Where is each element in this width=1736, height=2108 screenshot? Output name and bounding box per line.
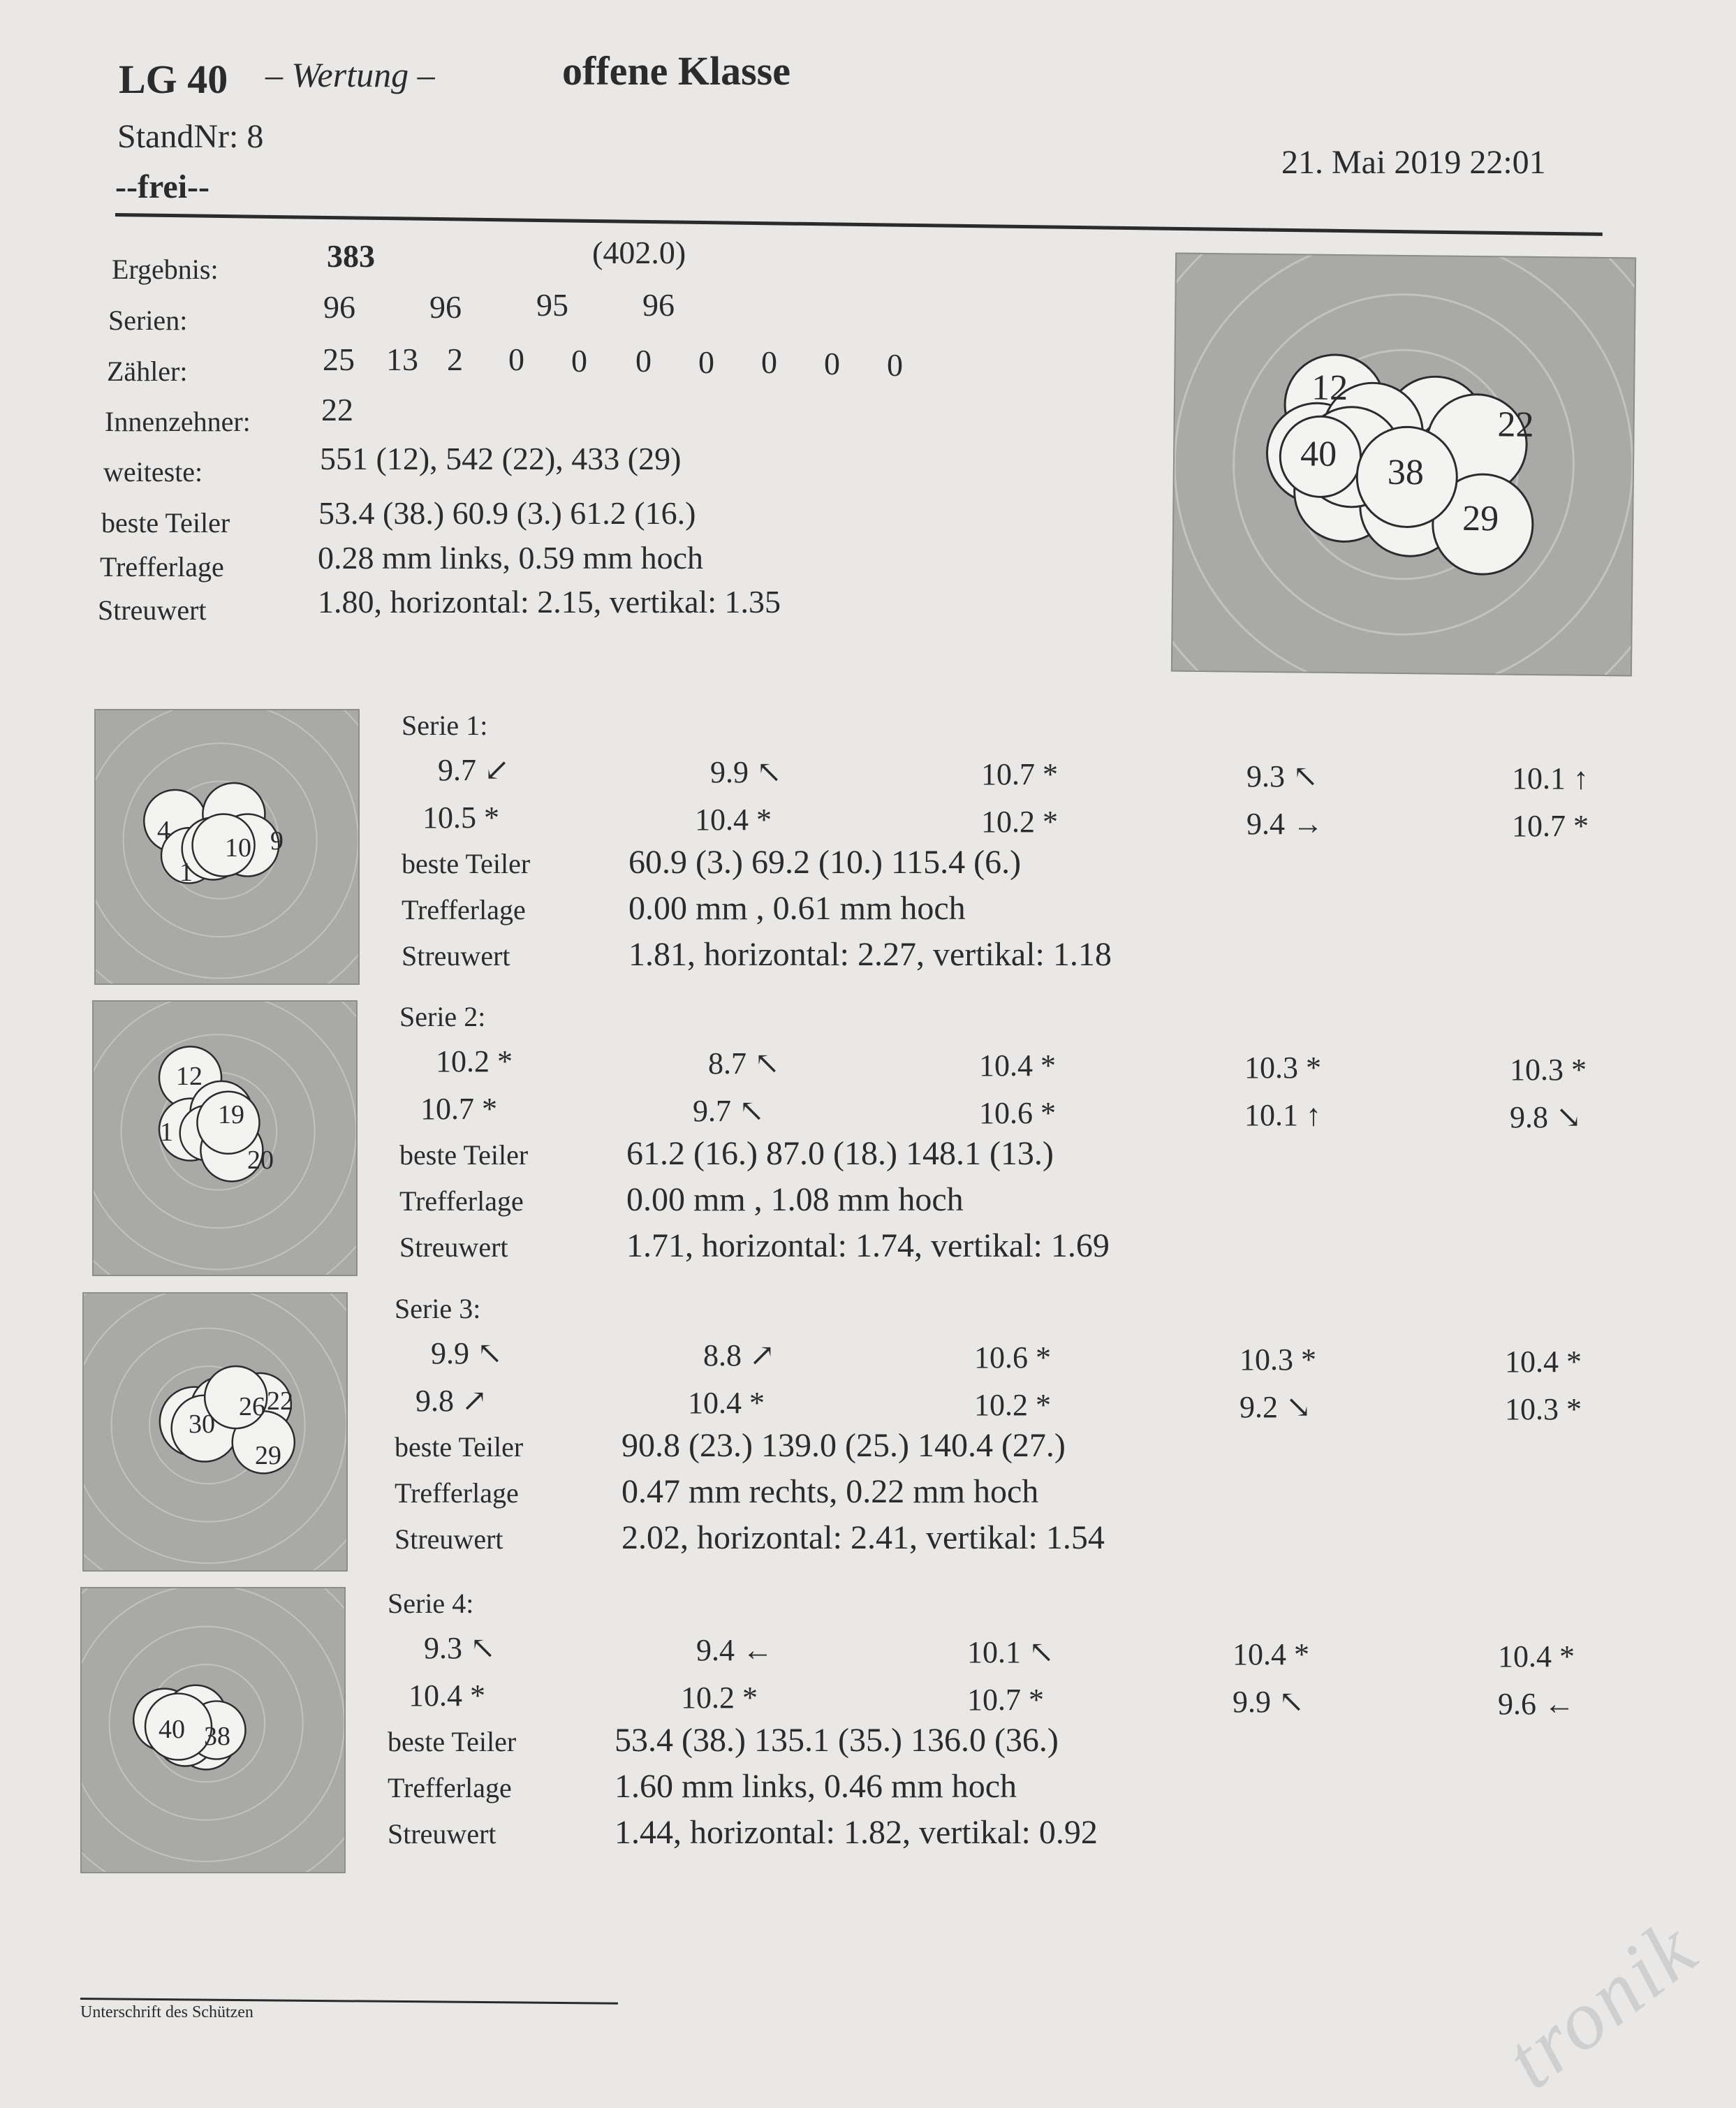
serien-value-2: 96	[429, 289, 462, 325]
serien-value-3: 95	[536, 287, 568, 323]
zaehler-value-2: 13	[386, 342, 418, 377]
shot-value: 9.4 ←	[696, 1633, 773, 1667]
zaehler-value-3: 2	[447, 342, 463, 377]
shot-value: 9.6 ←	[1498, 1687, 1575, 1721]
series-target	[94, 709, 360, 985]
class-code: LG 40	[119, 57, 228, 102]
ergebnis-label: Ergebnis:	[112, 254, 219, 285]
trefferlage-value: 0.47 mm rechts, 0.22 mm hoch	[621, 1473, 1039, 1510]
shot-value: 8.8 ↗	[703, 1338, 775, 1373]
shot-value: 10.3 *	[1240, 1342, 1316, 1377]
shot-value: 10.4 *	[1505, 1345, 1582, 1379]
shot-value: 10.2 *	[981, 805, 1058, 839]
series-target	[82, 1292, 348, 1572]
weiteste-label: weiteste:	[103, 456, 203, 488]
beste-teiler-value: 61.2 (16.) 87.0 (18.) 148.1 (13.)	[626, 1135, 1054, 1172]
zaehler-value-5: 0	[571, 343, 587, 379]
series-target-label: 29	[255, 1441, 281, 1470]
series-target-label: 30	[189, 1410, 215, 1439]
shot-value: 10.2 *	[681, 1681, 758, 1715]
beste-teiler-value: 53.4 (38.) 135.1 (35.) 136.0 (36.)	[615, 1722, 1059, 1759]
series-target-label: 20	[247, 1146, 274, 1175]
summary-target-label-1: 12	[1311, 367, 1348, 409]
summary-target	[1171, 253, 1636, 677]
shot-value: 10.5 *	[422, 800, 499, 835]
beste-teiler-label: beste Teiler	[395, 1431, 524, 1463]
serien-value-1: 96	[323, 289, 355, 325]
shot-value: 10.3 *	[1244, 1051, 1321, 1085]
zaehler-value-8: 0	[761, 344, 777, 380]
trefferlage-label: Trefferlage	[388, 1772, 512, 1803]
beste-teiler-label: beste Teiler	[388, 1726, 517, 1757]
summary-target-label-2: 22	[1497, 404, 1534, 445]
series-title: Serie 2:	[399, 1001, 486, 1032]
series-target-label: 1	[160, 1118, 173, 1147]
date-time: 21. Mai 2019 22:01	[1281, 144, 1546, 181]
shot-value: 10.7 *	[967, 1683, 1044, 1717]
shot-value: 9.7 ↖	[693, 1094, 765, 1128]
series-target-label: 38	[204, 1722, 230, 1751]
series-target	[80, 1587, 346, 1873]
ergebnis-value: 383	[327, 238, 375, 274]
zaehler-value-10: 0	[887, 347, 903, 383]
shot-value: 10.2 *	[436, 1044, 513, 1078]
series-title: Serie 3:	[395, 1293, 481, 1324]
shot-value: 9.9 ↖	[431, 1336, 503, 1370]
shot-value: 10.1 ↖	[967, 1635, 1054, 1669]
shot-value: 10.6 *	[974, 1340, 1051, 1375]
zaehler-value-9: 0	[824, 346, 840, 381]
serien-label: Serien:	[108, 305, 188, 336]
shot-value: 10.2 *	[974, 1388, 1051, 1422]
streuwert-label: Streuwert	[395, 1523, 503, 1555]
series-title: Serie 4:	[388, 1588, 474, 1619]
series-title: Serie 1:	[402, 710, 488, 741]
shot-value: 10.4 *	[1498, 1639, 1575, 1674]
streuwert-value: 1.80, horizontal: 2.15, vertikal: 1.35	[318, 584, 781, 620]
shot-value: 10.1 ↑	[1512, 761, 1589, 796]
zaehler-value-7: 0	[698, 344, 714, 380]
ergebnis-decimal: (402.0)	[592, 235, 686, 270]
series-target-graphic	[94, 1002, 356, 1275]
series-target-label: 10	[225, 833, 251, 863]
innenzehner-value: 22	[321, 392, 353, 427]
series-target-label: 1	[179, 858, 193, 887]
trefferlage-value: 1.60 mm links, 0.46 mm hoch	[615, 1768, 1017, 1805]
streuwert-label: Streuwert	[98, 594, 207, 626]
shot-value: 10.3 *	[1505, 1392, 1582, 1426]
beste-teiler-value: 60.9 (3.) 69.2 (10.) 115.4 (6.)	[628, 844, 1022, 881]
beste-teiler-label: beste Teiler	[101, 507, 230, 539]
series-target-label: 12	[176, 1062, 203, 1091]
serien-value-4: 96	[642, 287, 675, 323]
zaehler-value-1: 25	[323, 342, 355, 377]
signature-label: Unterschrift des Schützen	[80, 2003, 253, 2021]
zaehler-value-4: 0	[508, 342, 524, 377]
trefferlage-value: 0.00 mm , 1.08 mm hoch	[626, 1181, 964, 1218]
beste-teiler-label: beste Teiler	[402, 848, 531, 879]
shot-value: 10.7 *	[981, 757, 1058, 791]
shot-value: 10.7 *	[420, 1092, 497, 1126]
shot-value: 10.3 *	[1510, 1053, 1587, 1087]
series-target-label: 26	[239, 1392, 265, 1421]
beste-teiler-value: 90.8 (23.) 139.0 (25.) 140.4 (27.)	[621, 1427, 1066, 1464]
shot-value: 10.4 *	[688, 1386, 765, 1420]
series-target-label: 22	[267, 1386, 293, 1416]
streuwert-value: 2.02, horizontal: 2.41, vertikal: 1.54	[621, 1519, 1105, 1556]
header-rule	[115, 213, 1603, 236]
series-target-label: 4	[157, 816, 170, 845]
shot-value: 8.7 ↖	[708, 1046, 780, 1081]
shot-value: 10.6 *	[979, 1096, 1056, 1130]
summary-target-label-4: 38	[1387, 452, 1425, 493]
summary-target-label-5: 29	[1462, 498, 1499, 539]
shot-value: 9.3 ↖	[1246, 759, 1318, 793]
trefferlage-value: 0.28 mm links, 0.59 mm hoch	[318, 540, 703, 576]
shot-value: 10.4 *	[695, 803, 772, 837]
streuwert-label: Streuwert	[399, 1231, 508, 1263]
shot-value: 9.4 →	[1246, 807, 1323, 841]
streuwert-label: Streuwert	[388, 1818, 496, 1850]
streuwert-value: 1.81, horizontal: 2.27, vertikal: 1.18	[628, 936, 1112, 973]
shot-value: 9.9 ↖	[710, 755, 782, 789]
beste-teiler-value: 53.4 (38.) 60.9 (3.) 61.2 (16.)	[318, 495, 696, 531]
shot-value: 10.4 *	[409, 1678, 485, 1713]
shooter-name: --frei--	[115, 168, 209, 205]
shot-value: 10.1 ↑	[1244, 1098, 1321, 1132]
innenzehner-label: Innenzehner:	[105, 406, 251, 437]
series-target-graphic	[84, 1294, 346, 1570]
watermark: tronik	[1488, 1901, 1714, 2107]
shot-value: 9.8 ↘	[1510, 1100, 1582, 1134]
streuwert-label: Streuwert	[402, 940, 510, 972]
stand-number: StandNr: 8	[117, 118, 264, 155]
beste-teiler-label: beste Teiler	[399, 1139, 529, 1171]
zaehler-value-6: 0	[635, 343, 652, 379]
zaehler-label: Zähler:	[107, 356, 188, 387]
series-target-label: 9	[270, 826, 284, 856]
series-target-label: 19	[218, 1100, 244, 1129]
trefferlage-label: Trefferlage	[399, 1185, 524, 1217]
shot-value: 10.4 *	[979, 1048, 1056, 1083]
shot-value: 9.2 ↘	[1240, 1390, 1311, 1424]
shot-value: 9.3 ↖	[424, 1631, 496, 1665]
shot-value: 10.4 *	[1233, 1637, 1309, 1671]
trefferlage-label: Trefferlage	[402, 894, 526, 925]
series-target	[92, 1000, 358, 1276]
series-target-label: 40	[159, 1715, 185, 1744]
shot-value: 10.7 *	[1512, 809, 1589, 843]
weiteste-value: 551 (12), 542 (22), 433 (29)	[320, 441, 682, 476]
trefferlage-label: Trefferlage	[100, 551, 224, 583]
streuwert-value: 1.71, horizontal: 1.74, vertikal: 1.69	[626, 1227, 1110, 1264]
summary-target-label-3: 40	[1300, 434, 1337, 474]
shot-value: 9.8 ↗	[415, 1384, 487, 1418]
class-name: offene Klasse	[562, 48, 790, 94]
shot-value: 9.9 ↖	[1233, 1685, 1304, 1719]
trefferlage-label: Trefferlage	[395, 1477, 519, 1509]
streuwert-value: 1.44, horizontal: 1.82, vertikal: 0.92	[615, 1814, 1098, 1851]
trefferlage-value: 0.00 mm , 0.61 mm hoch	[628, 890, 966, 927]
shot-value: 9.7 ↙	[438, 753, 510, 787]
mode-label: – Wertung –	[265, 55, 435, 94]
